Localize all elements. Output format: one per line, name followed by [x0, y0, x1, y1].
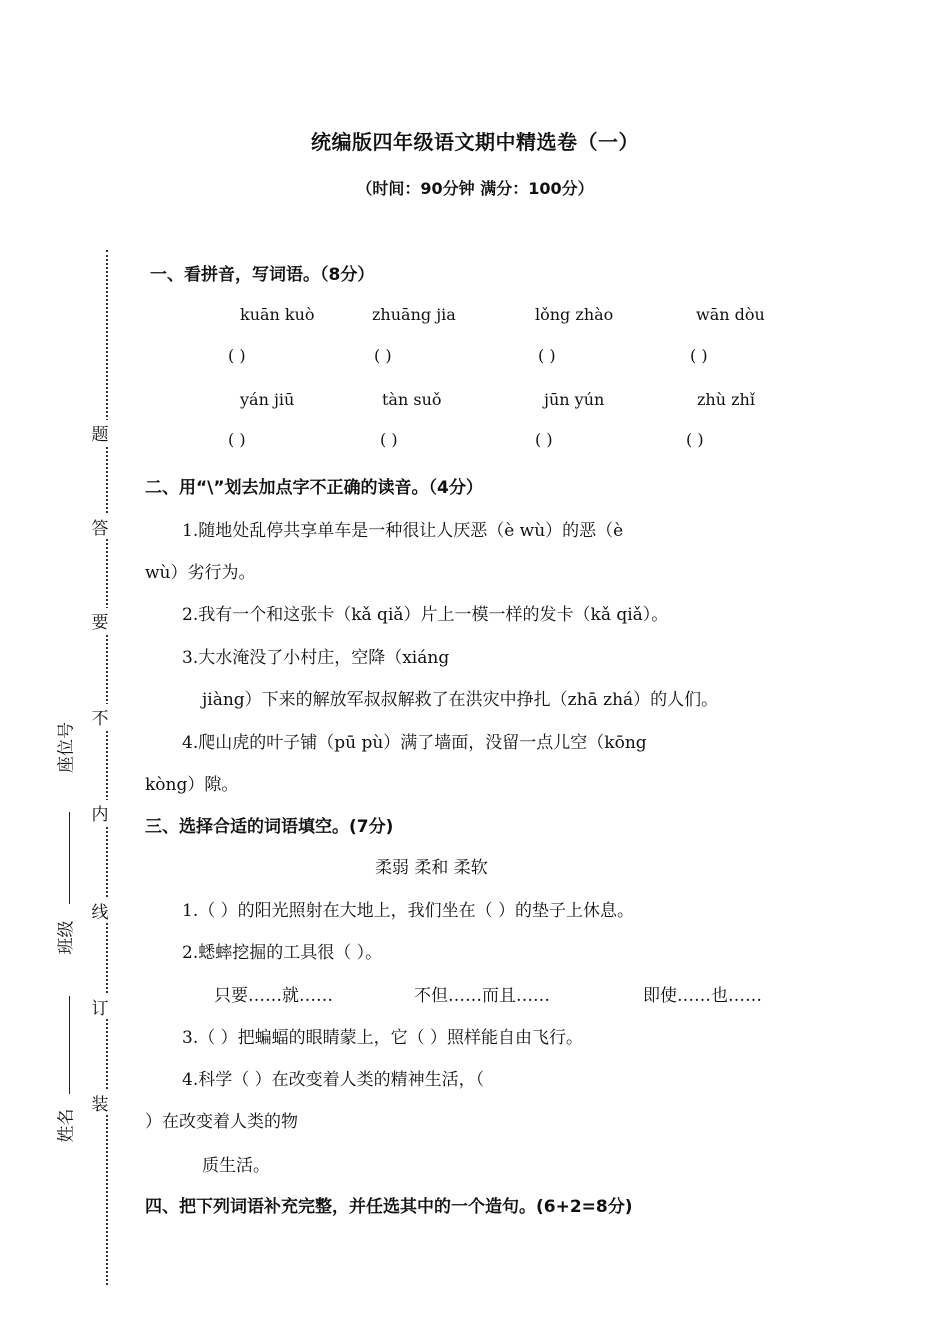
seat-number-blank[interactable]	[69, 812, 70, 904]
exam-info: （时间：90分钟 满分：100分）	[356, 179, 594, 198]
pinyin-item: zhù zhǐ	[697, 390, 755, 409]
seal-char: 线	[88, 898, 112, 923]
class-label: 班级	[56, 920, 77, 955]
answer-blank[interactable]: ( )	[535, 430, 553, 449]
question-line: jiàng）下来的解放军叔叔解救了在洪灾中挣扎（zhā zhá）的人们。	[202, 690, 719, 710]
question-line: kòng）隙。	[145, 775, 239, 795]
question-line: 2.蟋蟀挖掘的工具很（ ）。	[182, 943, 383, 963]
question-line: 3.大水淹没了小村庄，空降（xiáng	[182, 648, 450, 668]
word-option: 即使……也……	[643, 986, 762, 1006]
question-line: 2.我有一个和这张卡（kǎ qiǎ）片上一模一样的发卡（kǎ qiǎ）。	[182, 605, 669, 625]
question-line: 4.科学（ ）在改变着人类的精神生活，（	[182, 1070, 485, 1090]
pinyin-item: kuān kuò	[240, 305, 315, 324]
seal-char: 订	[88, 994, 112, 1019]
name-label: 姓名	[56, 1108, 77, 1143]
section-2-heading: 二、用“\”划去加点字不正确的读音。（4分）	[145, 478, 483, 498]
question-line: 4.爬山虎的叶子铺（pū pù）满了墙面，没留一点儿空（kōng	[182, 733, 647, 753]
class-blank[interactable]	[69, 996, 70, 1094]
word-option: 只要……就……	[214, 986, 333, 1006]
page-title: 统编版四年级语文期中精选卷（一）	[311, 130, 639, 154]
pinyin-item: yán jiū	[240, 390, 295, 409]
seat-number-label: 座位号	[56, 722, 77, 773]
pinyin-item: jūn yún	[544, 390, 605, 409]
seal-char: 装	[88, 1090, 112, 1115]
section-1-heading: 一、看拼音，写词语。（8分）	[150, 265, 375, 285]
pinyin-item: lǒng zhào	[535, 305, 614, 324]
pinyin-item: zhuāng jia	[372, 305, 456, 324]
seal-char: 答	[88, 514, 112, 539]
section-3-heading: 三、选择合适的词语填空。(7分)	[145, 817, 394, 837]
question-line: 1.（ ）的阳光照射在大地上，我们坐在（ ）的垫子上休息。	[182, 901, 635, 921]
answer-blank[interactable]: ( )	[380, 430, 398, 449]
seal-char: 不	[88, 704, 112, 729]
seal-char: 内	[88, 800, 112, 825]
pinyin-item: tàn suǒ	[382, 390, 442, 409]
word-option: 不但……而且……	[414, 986, 550, 1006]
question-line: 3.（ ）把蝙蝠的眼睛蒙上，它（ ）照样能自由飞行。	[182, 1028, 584, 1048]
word-options: 柔弱 柔和 柔软	[375, 858, 488, 878]
answer-blank[interactable]: ( )	[374, 346, 392, 365]
binding-dotted-line	[106, 250, 108, 1285]
section-4-heading: 四、把下列词语补充完整，并任选其中的一个造句。(6+2=8分)	[145, 1197, 633, 1217]
answer-blank[interactable]: ( )	[228, 430, 246, 449]
question-line: 质生活。	[202, 1156, 270, 1176]
seal-char: 要	[88, 608, 112, 633]
answer-blank[interactable]: ( )	[228, 346, 246, 365]
answer-blank[interactable]: ( )	[686, 430, 704, 449]
question-line: ）在改变着人类的物	[145, 1112, 298, 1132]
seal-char: 题	[88, 420, 112, 445]
answer-blank[interactable]: ( )	[690, 346, 708, 365]
pinyin-item: wān dòu	[696, 305, 765, 324]
answer-blank[interactable]: ( )	[538, 346, 556, 365]
question-line: wù）劣行为。	[145, 563, 256, 583]
question-line: 1.随地处乱停共享单车是一种很让人厌恶（è wù）的恶（è	[182, 521, 624, 541]
